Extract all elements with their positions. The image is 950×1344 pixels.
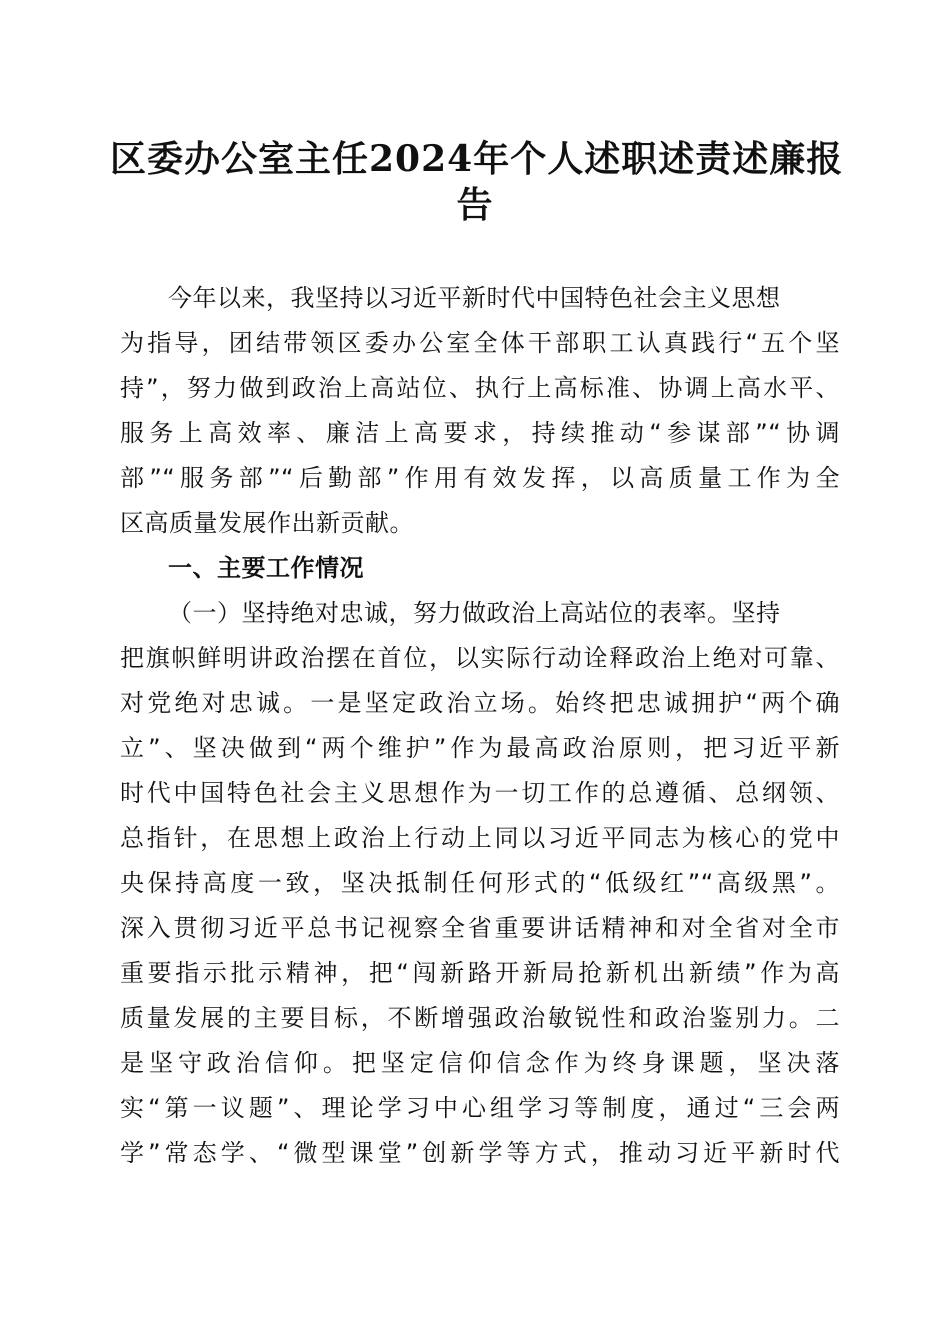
paragraph-line: 质量发展的主要目标，不断增强政治敏锐性和政治鉴别力。二	[120, 1004, 840, 1032]
paragraph-line: 立”、坚决做到“两个维护”作为最高政治原则，把习近平新	[120, 734, 840, 762]
subsection-line: （一）坚持绝对忠诚，努力做政治上高站位的表率。坚持	[168, 599, 781, 627]
paragraph-line: 深入贯彻习近平总书记视察全省重要讲话精神和对全省对全市	[120, 914, 840, 942]
paragraph-line: 对党绝对忠诚。一是坚定政治立场。始终把忠诚拥护“两个确	[120, 689, 840, 717]
paragraph-line: 学”常态学、“微型课堂”创新学等方式，推动习近平新时代	[120, 1139, 840, 1167]
paragraph-line: 区高质量发展作出新贡献。	[120, 509, 414, 537]
paragraph-line: 央保持高度一致，坚决抵制任何形式的“低级红”“高级黑”。	[120, 869, 840, 897]
paragraph-line: 是坚守政治信仰。把坚定信仰信念作为终身课题，坚决落	[120, 1049, 840, 1077]
paragraph-line: 总指针，在思想上政治上行动上同以习近平同志为核心的党中	[120, 824, 840, 852]
paragraph-line: 实“第一议题”、理论学习中心组学习等制度，通过“三会两	[120, 1094, 840, 1122]
title-line-1: 区委办公室主任2024年个人述职述责述廉报	[110, 138, 844, 180]
paragraph-line: 今年以来，我坚持以习近平新时代中国特色社会主义思想	[168, 284, 781, 312]
title-line-2: 告	[456, 184, 494, 226]
document-body	[120, 276, 840, 1176]
paragraph-line: 把旗帜鲜明讲政治摆在首位，以实际行动诠释政治上绝对可靠、	[120, 644, 840, 672]
paragraph-line: 持”，努力做到政治上高站位、执行上高标准、协调上高水平、	[120, 374, 840, 402]
paragraph-line: 部”“服务部”“后勤部”作用有效发挥，以高质量工作为全	[120, 464, 840, 492]
paragraph-line: 为指导，团结带领区委办公室全体干部职工认真践行“五个坚	[120, 329, 840, 357]
paragraph-line: 重要指示批示精神，把“闯新路开新局抢新机出新绩”作为高	[120, 959, 840, 987]
section-heading: 一、主要工作情况	[168, 554, 364, 582]
paragraph-line: 服务上高效率、廉洁上高要求，持续推动“参谋部”“协调	[120, 419, 840, 447]
paragraph-line: 时代中国特色社会主义思想作为一切工作的总遵循、总纲领、	[120, 779, 840, 807]
document-title	[110, 136, 844, 228]
